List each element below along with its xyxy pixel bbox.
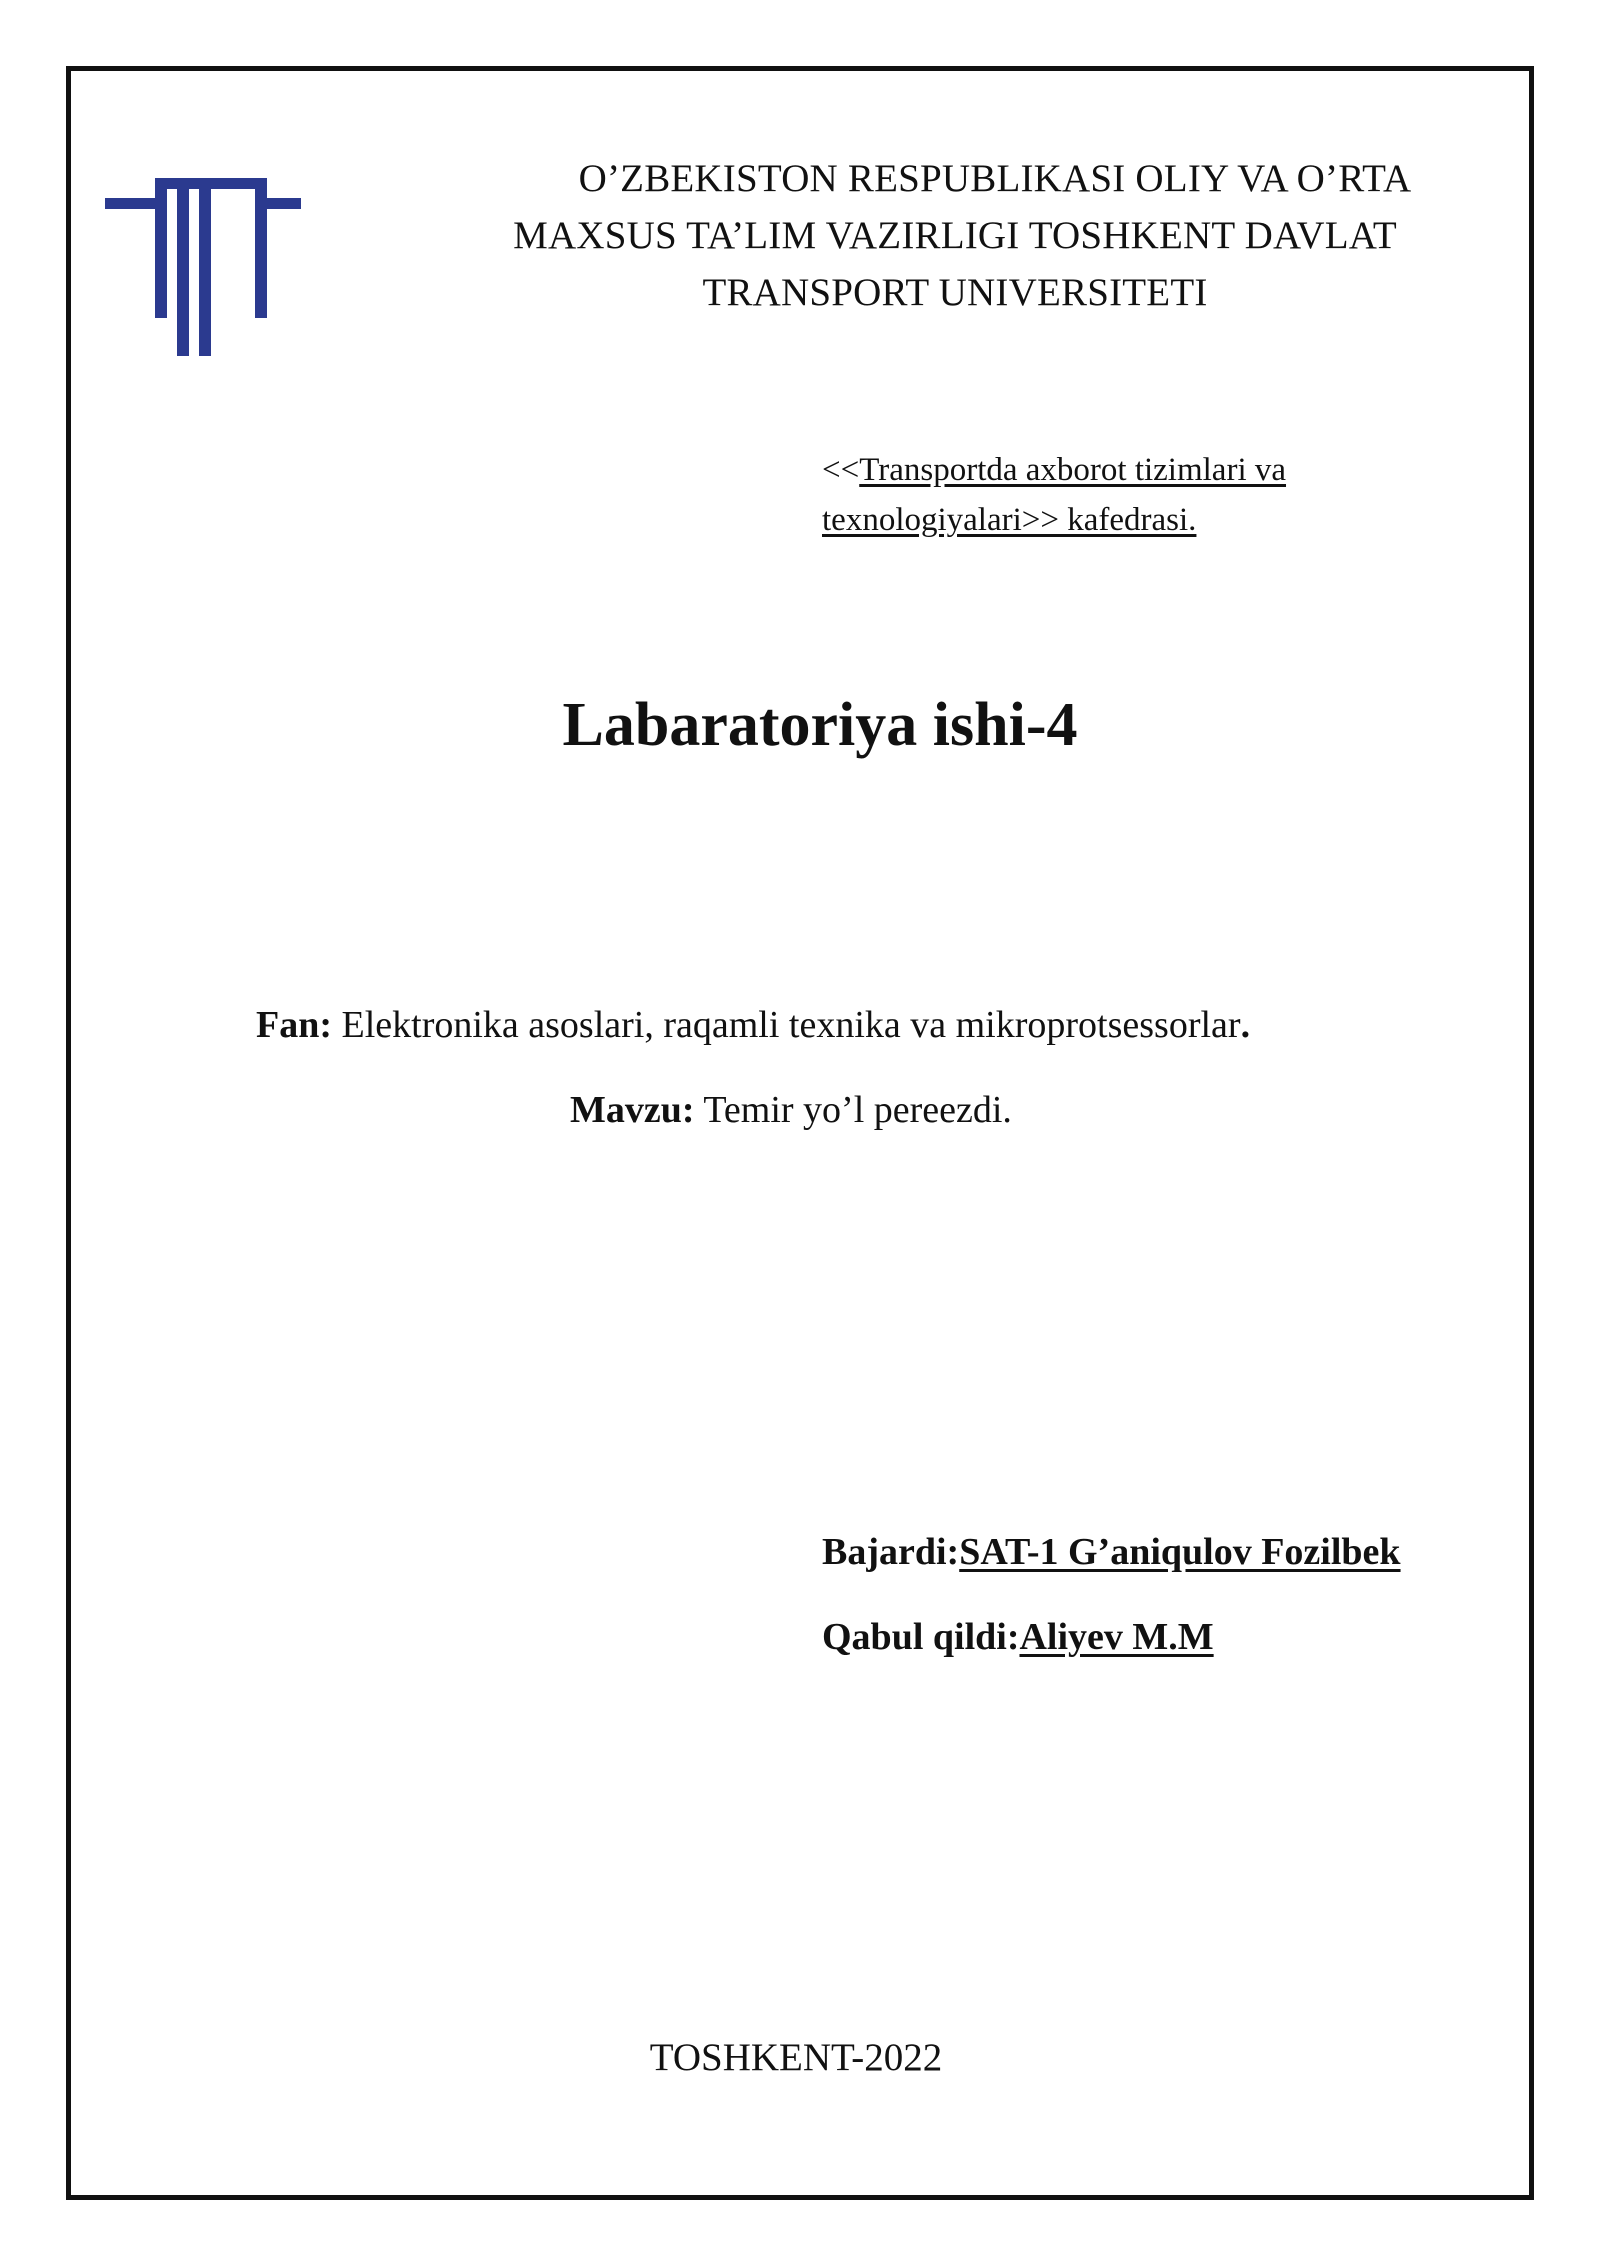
department-name [822, 445, 1286, 545]
done-by-value: SAT-1 G’aniqulov Fozilbek [959, 1531, 1401, 1573]
accepted-by-label: Qabul qildi: [822, 1616, 1020, 1658]
topic-label: Mavzu: [570, 1089, 695, 1131]
header-line-3: TRANSPORT UNIVERSITETI [702, 271, 1208, 314]
page-border [66, 66, 1534, 2200]
topic-value: Temir yo’l pereezdi. [694, 1089, 1012, 1131]
header-line-2: MAXSUS TA’LIM VAZIRLIGI TOSHKENT DAVLAT [513, 214, 1397, 257]
done-by-line [822, 1530, 1401, 1574]
university-header [420, 150, 1490, 321]
department-line-2: texnologiyalari>> kafedrasi. [822, 502, 1197, 538]
department-prefix: << [822, 452, 860, 488]
accepted-by-line [822, 1615, 1214, 1659]
subject-value: Elektronika asoslari, raqamli texnika va mikroprotsessorlar [332, 1004, 1241, 1046]
subject-line [256, 1003, 1250, 1047]
subject-end: . [1240, 1004, 1251, 1046]
department-line-1: Transportda axborot tizimlari va [859, 452, 1287, 488]
done-by-label: Bajardi: [822, 1531, 960, 1573]
accepted-by-value: Aliyev M.M [1019, 1616, 1214, 1658]
header-line-1: O’ZBEKISTON RESPUBLIKASI OLIY VA O’RTA [578, 157, 1412, 200]
page-title: Labaratoriya ishi-4 [562, 691, 1078, 759]
footer-city-year: TOSHKENT-2022 [649, 2036, 943, 2079]
subject-label: Fan: [256, 1004, 332, 1046]
university-logo-icon [105, 178, 301, 356]
topic-line [570, 1088, 1012, 1132]
